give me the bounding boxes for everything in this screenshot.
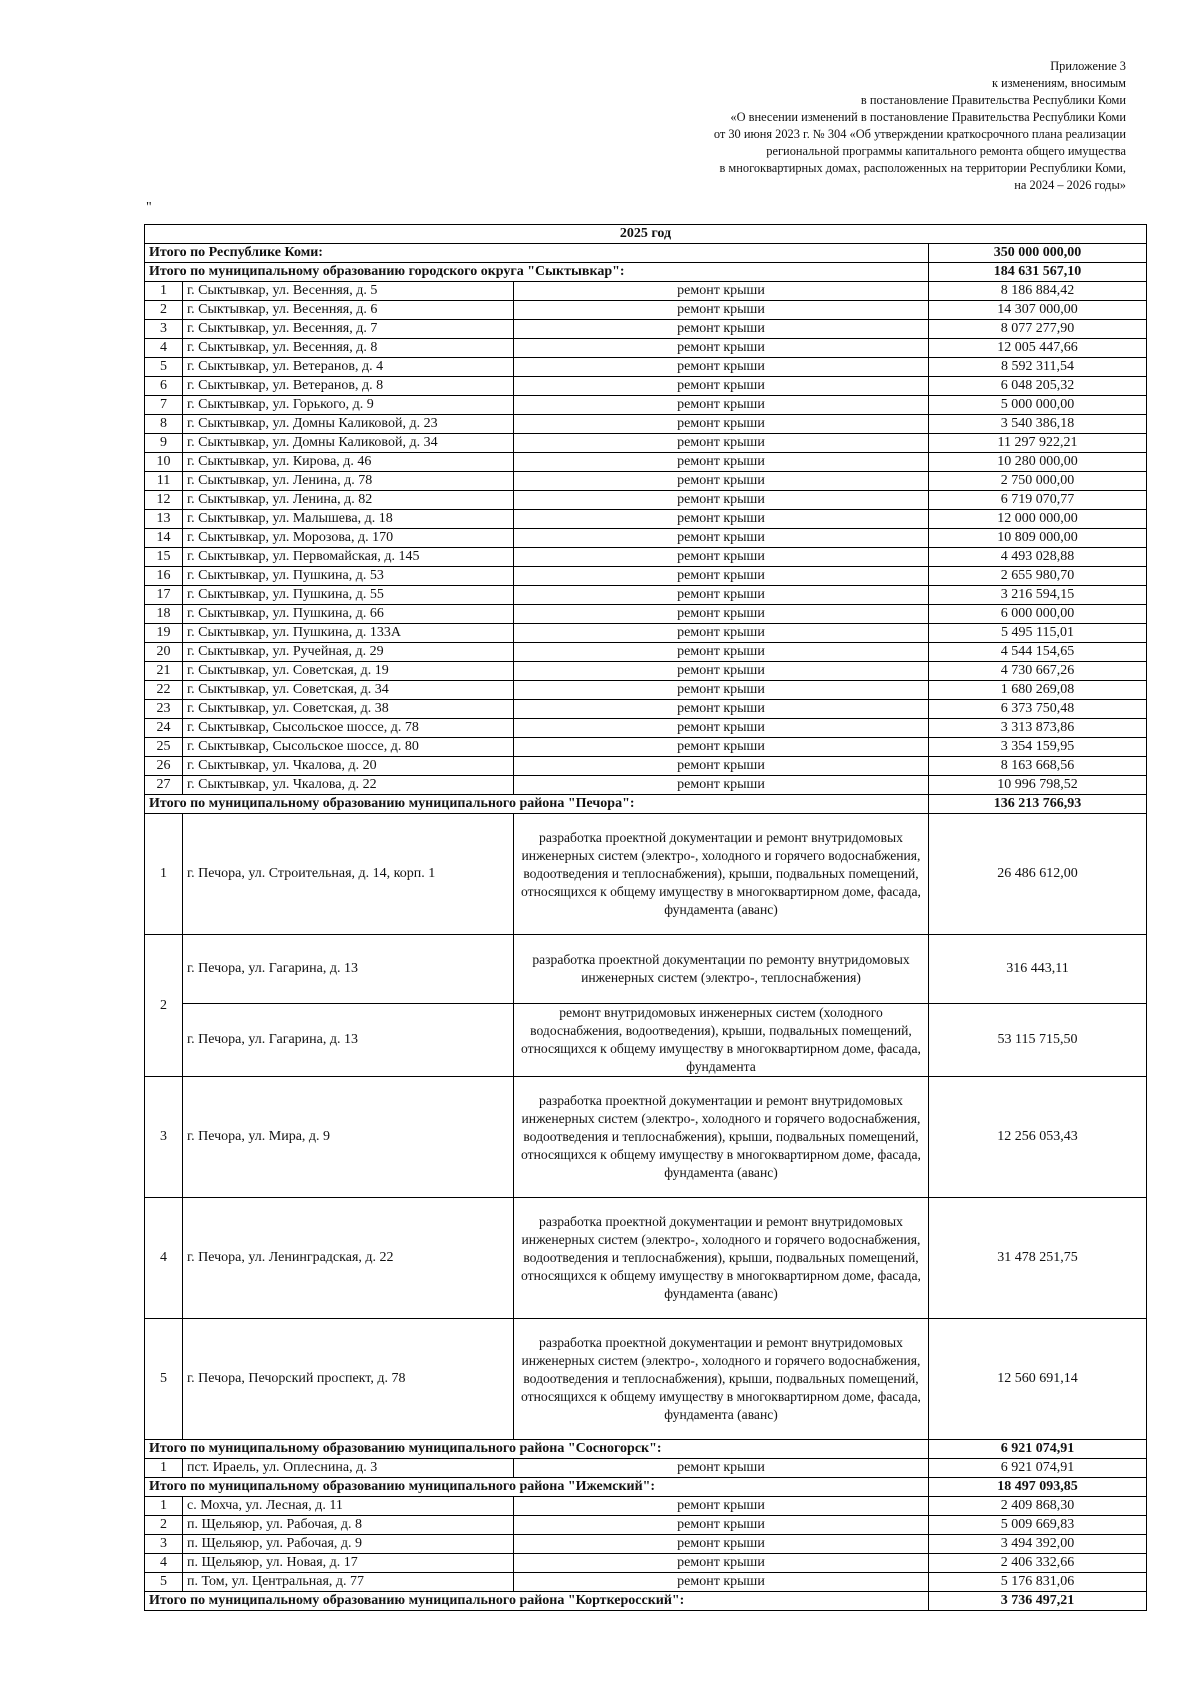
header-line: в многоквартирных домах, расположенных на территории Республики Коми, — [719, 161, 1126, 175]
row-address: г. Печора, ул. Ленинградская, д. 22 — [183, 1198, 514, 1319]
row-work-type: ремонт крыши — [514, 624, 929, 643]
row-work-type: ремонт крыши — [514, 776, 929, 795]
row-amount: 4 730 667,26 — [929, 662, 1147, 681]
year-cell: 2025 год — [145, 225, 1147, 244]
row-amount: 8 592 311,54 — [929, 358, 1147, 377]
row-amount: 6 921 074,91 — [929, 1459, 1147, 1478]
table-row — [145, 472, 1147, 491]
table-row — [145, 624, 1147, 643]
group-total-row — [145, 795, 1147, 814]
row-number: 4 — [145, 339, 183, 358]
row-address: г. Сыктывкар, ул. Первомайская, д. 145 — [183, 548, 514, 567]
group-total-row — [145, 1478, 1147, 1497]
row-number: 5 — [145, 1319, 183, 1440]
row-amount: 10 280 000,00 — [929, 453, 1147, 472]
table-row — [145, 776, 1147, 795]
row-work-type: ремонт крыши — [514, 681, 929, 700]
row-address: п. Щельяюр, ул. Новая, д. 17 — [183, 1554, 514, 1573]
row-address: г. Сыктывкар, ул. Ленина, д. 78 — [183, 472, 514, 491]
row-number: 20 — [145, 643, 183, 662]
table-row — [145, 757, 1147, 776]
row-amount: 2 409 868,30 — [929, 1497, 1147, 1516]
table-row — [145, 529, 1147, 548]
table-row — [145, 1077, 1147, 1198]
row-number: 2 — [145, 301, 183, 320]
row-address: г. Сыктывкар, ул. Горького, д. 9 — [183, 396, 514, 415]
row-amount: 316 443,11 — [929, 935, 1147, 1004]
row-number: 24 — [145, 719, 183, 738]
group-total-amount: 18 497 093,85 — [929, 1478, 1147, 1497]
row-address: г. Сыктывкар, ул. Ручейная, д. 29 — [183, 643, 514, 662]
row-number: 4 — [145, 1198, 183, 1319]
row-amount: 2 750 000,00 — [929, 472, 1147, 491]
row-number: 9 — [145, 434, 183, 453]
row-address: г. Сыктывкар, ул. Чкалова, д. 22 — [183, 776, 514, 795]
row-address: г. Сыктывкар, ул. Весенняя, д. 8 — [183, 339, 514, 358]
group-total-amount: 136 213 766,93 — [929, 795, 1147, 814]
row-number: 25 — [145, 738, 183, 757]
table-row — [145, 1554, 1147, 1573]
row-work-type: разработка проектной документации и ремонт внутридомовых инженерных систем (электро-, холодного и горячего водоснабжения, водоотведения и теплоснабжения), крыши, подвальных помещений, относящихся к общему имуществу в многоквартирном доме, фасада, фундамента (аванс) — [514, 1198, 929, 1319]
table-row — [145, 548, 1147, 567]
table-row — [145, 1516, 1147, 1535]
row-number: 14 — [145, 529, 183, 548]
row-address: г. Сыктывкар, ул. Домны Каликовой, д. 34 — [183, 434, 514, 453]
row-amount: 4 493 028,88 — [929, 548, 1147, 567]
table-row — [145, 1198, 1147, 1319]
row-work-type: ремонт крыши — [514, 738, 929, 757]
table-row — [145, 681, 1147, 700]
row-number: 15 — [145, 548, 183, 567]
row-amount: 26 486 612,00 — [929, 814, 1147, 935]
row-amount: 2 655 980,70 — [929, 567, 1147, 586]
row-number: 27 — [145, 776, 183, 795]
row-amount: 6 373 750,48 — [929, 700, 1147, 719]
row-work-type: ремонт крыши — [514, 586, 929, 605]
row-work-type: ремонт крыши — [514, 719, 929, 738]
table-row — [145, 935, 1147, 1004]
row-amount: 1 680 269,08 — [929, 681, 1147, 700]
row-number: 1 — [145, 1459, 183, 1478]
row-number: 5 — [145, 358, 183, 377]
row-amount: 3 313 873,86 — [929, 719, 1147, 738]
header-line: в постановление Правительства Республики Коми — [860, 93, 1126, 107]
row-address: пст. Ираель, ул. Оплеснина, д. 3 — [183, 1459, 514, 1478]
row-number: 17 — [145, 586, 183, 605]
row-address: г. Сыктывкар, Сысольское шоссе, д. 80 — [183, 738, 514, 757]
row-amount: 3 494 392,00 — [929, 1535, 1147, 1554]
group-total-amount: 6 921 074,91 — [929, 1440, 1147, 1459]
row-address: с. Мохча, ул. Лесная, д. 11 — [183, 1497, 514, 1516]
row-work-type: ремонт крыши — [514, 1554, 929, 1573]
row-number: 10 — [145, 453, 183, 472]
row-address: г. Сыктывкар, ул. Весенняя, д. 5 — [183, 282, 514, 301]
row-work-type: ремонт крыши — [514, 301, 929, 320]
group-total-row — [145, 1592, 1147, 1611]
table-body — [145, 225, 1147, 1611]
republic-total-amount: 350 000 000,00 — [929, 244, 1147, 263]
row-number: 6 — [145, 377, 183, 396]
table-row — [145, 339, 1147, 358]
row-number: 4 — [145, 1554, 183, 1573]
row-number: 3 — [145, 1077, 183, 1198]
row-amount: 10 996 798,52 — [929, 776, 1147, 795]
row-amount: 8 077 277,90 — [929, 320, 1147, 339]
group-total-label: Итого по муниципальному образованию муниципального района "Ижемский": — [145, 1478, 929, 1497]
row-amount: 3 216 594,15 — [929, 586, 1147, 605]
table-row — [145, 377, 1147, 396]
row-amount: 3 540 386,18 — [929, 415, 1147, 434]
row-address: г. Сыктывкар, ул. Малышева, д. 18 — [183, 510, 514, 529]
row-address: г. Сыктывкар, ул. Ленина, д. 82 — [183, 491, 514, 510]
row-number: 22 — [145, 681, 183, 700]
group-total-label: Итого по муниципальному образованию муниципального района "Печора": — [145, 795, 929, 814]
row-number: 2 — [145, 1516, 183, 1535]
table-row — [145, 1459, 1147, 1478]
row-amount: 6 000 000,00 — [929, 605, 1147, 624]
table-row — [145, 1497, 1147, 1516]
row-work-type: ремонт крыши — [514, 1497, 929, 1516]
row-amount: 6 048 205,32 — [929, 377, 1147, 396]
republic-total-label: Итого по Республике Коми: — [145, 244, 929, 263]
row-address: г. Сыктывкар, ул. Советская, д. 34 — [183, 681, 514, 700]
row-number: 1 — [145, 1497, 183, 1516]
group-total-label: Итого по муниципальному образованию муниципального района "Корткеросский": — [145, 1592, 929, 1611]
table-row — [145, 643, 1147, 662]
row-work-type: разработка проектной документации и ремонт внутридомовых инженерных систем (электро-, холодного и горячего водоснабжения, водоотведения и теплоснабжения), крыши, подвальных помещений, относящихся к общему имуществу в многоквартирном доме, фасада, фундамента (аванс) — [514, 814, 929, 935]
row-amount: 4 544 154,65 — [929, 643, 1147, 662]
row-address: г. Сыктывкар, ул. Чкалова, д. 20 — [183, 757, 514, 776]
table-row — [145, 662, 1147, 681]
header-line: региональной программы капитального ремонта общего имущества — [766, 144, 1126, 158]
row-amount: 8 186 884,42 — [929, 282, 1147, 301]
row-work-type: ремонт крыши — [514, 415, 929, 434]
table-row — [145, 700, 1147, 719]
row-address: г. Сыктывкар, ул. Весенняя, д. 6 — [183, 301, 514, 320]
table-row — [145, 510, 1147, 529]
table-row — [145, 282, 1147, 301]
row-work-type: разработка проектной документации и ремонт внутридомовых инженерных систем (электро-, холодного и горячего водоснабжения, водоотведения и теплоснабжения), крыши, подвальных помещений, относящихся к общему имуществу в многоквартирном доме, фасада, фундамента (аванс) — [514, 1319, 929, 1440]
row-address: п. Щельяюр, ул. Рабочая, д. 8 — [183, 1516, 514, 1535]
row-address: п. Щельяюр, ул. Рабочая, д. 9 — [183, 1535, 514, 1554]
row-address: г. Сыктывкар, ул. Весенняя, д. 7 — [183, 320, 514, 339]
row-address: г. Сыктывкар, ул. Пушкина, д. 133А — [183, 624, 514, 643]
header-line: к изменениям, вносимым — [991, 76, 1126, 90]
row-number: 7 — [145, 396, 183, 415]
row-work-type: ремонт крыши — [514, 643, 929, 662]
row-address: г. Сыктывкар, ул. Советская, д. 38 — [183, 700, 514, 719]
row-number: 8 — [145, 415, 183, 434]
table-row — [145, 358, 1147, 377]
row-amount: 53 115 715,50 — [929, 1004, 1147, 1077]
row-amount: 11 297 922,21 — [929, 434, 1147, 453]
table-row — [145, 1535, 1147, 1554]
table-row — [145, 396, 1147, 415]
row-work-type: ремонт крыши — [514, 434, 929, 453]
row-address: г. Печора, ул. Мира, д. 9 — [183, 1077, 514, 1198]
row-address: г. Сыктывкар, ул. Пушкина, д. 53 — [183, 567, 514, 586]
row-work-type: ремонт крыши — [514, 491, 929, 510]
header-line: Приложение 3 — [1050, 59, 1126, 73]
row-work-type: ремонт крыши — [514, 1516, 929, 1535]
row-work-type: ремонт крыши — [514, 339, 929, 358]
year-row — [145, 225, 1147, 244]
row-amount: 2 406 332,66 — [929, 1554, 1147, 1573]
group-total-amount: 3 736 497,21 — [929, 1592, 1147, 1611]
row-amount: 12 000 000,00 — [929, 510, 1147, 529]
row-number: 1 — [145, 814, 183, 935]
table-row — [145, 415, 1147, 434]
row-work-type: ремонт крыши — [514, 282, 929, 301]
row-address: г. Сыктывкар, ул. Морозова, д. 170 — [183, 529, 514, 548]
row-number: 19 — [145, 624, 183, 643]
table-row — [145, 320, 1147, 339]
group-total-amount: 184 631 567,10 — [929, 263, 1147, 282]
row-number: 18 — [145, 605, 183, 624]
row-address: г. Сыктывкар, ул. Ветеранов, д. 8 — [183, 377, 514, 396]
table-row — [145, 738, 1147, 757]
row-work-type: ремонт крыши — [514, 700, 929, 719]
row-address: г. Печора, ул. Строительная, д. 14, корп. 1 — [183, 814, 514, 935]
row-work-type: разработка проектной документации по ремонту внутридомовых инженерных систем (электро-, теплоснабжения) — [514, 935, 929, 1004]
row-work-type: ремонт крыши — [514, 320, 929, 339]
table-row — [145, 434, 1147, 453]
table-row — [145, 1004, 1147, 1077]
row-work-type: ремонт крыши — [514, 358, 929, 377]
row-number: 3 — [145, 320, 183, 339]
row-amount: 10 809 000,00 — [929, 529, 1147, 548]
republic-total-row — [145, 244, 1147, 263]
group-total-row — [145, 263, 1147, 282]
row-work-type: ремонт крыши — [514, 377, 929, 396]
row-amount: 3 354 159,95 — [929, 738, 1147, 757]
row-number: 13 — [145, 510, 183, 529]
row-amount: 5 000 000,00 — [929, 396, 1147, 415]
row-work-type: ремонт крыши — [514, 1573, 929, 1592]
row-number: 3 — [145, 1535, 183, 1554]
row-address: г. Печора, ул. Гагарина, д. 13 — [183, 935, 514, 1004]
row-number: 26 — [145, 757, 183, 776]
row-number: 16 — [145, 567, 183, 586]
row-amount: 12 005 447,66 — [929, 339, 1147, 358]
group-total-label: Итого по муниципальному образованию городского округа "Сыктывкар": — [145, 263, 929, 282]
row-amount: 5 176 831,06 — [929, 1573, 1147, 1592]
row-address: г. Сыктывкар, ул. Пушкина, д. 55 — [183, 586, 514, 605]
row-work-type: ремонт крыши — [514, 453, 929, 472]
table-row — [145, 586, 1147, 605]
row-amount: 6 719 070,77 — [929, 491, 1147, 510]
row-address: г. Печора, ул. Гагарина, д. 13 — [183, 1004, 514, 1077]
row-amount: 5 495 115,01 — [929, 624, 1147, 643]
row-amount: 14 307 000,00 — [929, 301, 1147, 320]
row-number: 23 — [145, 700, 183, 719]
row-work-type: ремонт крыши — [514, 605, 929, 624]
row-address: г. Сыктывкар, ул. Кирова, д. 46 — [183, 453, 514, 472]
row-address: г. Сыктывкар, ул. Советская, д. 19 — [183, 662, 514, 681]
row-number: 2 — [145, 935, 183, 1077]
group-total-label: Итого по муниципальному образованию муниципального района "Сосногорск": — [145, 1440, 929, 1459]
header-line: на 2024 – 2026 годы» — [1014, 178, 1126, 192]
row-work-type: ремонт внутридомовых инженерных систем (холодного водоснабжения, водоотведения), крыши, подвальных помещений, относящихся к общему имуществу в многоквартирном доме, фасада, фундамента — [514, 1004, 929, 1077]
header-line: от 30 июня 2023 г. № 304 «Об утверждении краткосрочного плана реализации — [713, 127, 1126, 141]
row-work-type: ремонт крыши — [514, 1535, 929, 1554]
row-address: г. Печора, Печорский проспект, д. 78 — [183, 1319, 514, 1440]
row-amount: 12 560 691,14 — [929, 1319, 1147, 1440]
row-amount: 8 163 668,56 — [929, 757, 1147, 776]
table-row — [145, 719, 1147, 738]
row-work-type: ремонт крыши — [514, 757, 929, 776]
document-header — [426, 58, 1126, 194]
row-work-type: ремонт крыши — [514, 567, 929, 586]
row-work-type: ремонт крыши — [514, 396, 929, 415]
row-number: 1 — [145, 282, 183, 301]
table-row — [145, 1573, 1147, 1592]
table-row — [145, 814, 1147, 935]
row-work-type: ремонт крыши — [514, 472, 929, 491]
row-work-type: ремонт крыши — [514, 662, 929, 681]
group-total-row — [145, 1440, 1147, 1459]
row-amount: 31 478 251,75 — [929, 1198, 1147, 1319]
repair-plan-table — [144, 224, 1147, 1611]
header-line: «О внесении изменений в постановление Правительства Республики Коми — [730, 110, 1126, 124]
row-work-type: ремонт крыши — [514, 548, 929, 567]
row-number: 11 — [145, 472, 183, 491]
table-row — [145, 605, 1147, 624]
table-row — [145, 453, 1147, 472]
row-amount: 12 256 053,43 — [929, 1077, 1147, 1198]
row-number: 5 — [145, 1573, 183, 1592]
row-work-type: ремонт крыши — [514, 510, 929, 529]
row-number: 12 — [145, 491, 183, 510]
table-row — [145, 567, 1147, 586]
row-address: г. Сыктывкар, ул. Ветеранов, д. 4 — [183, 358, 514, 377]
row-work-type: ремонт крыши — [514, 1459, 929, 1478]
row-address: г. Сыктывкар, ул. Пушкина, д. 66 — [183, 605, 514, 624]
row-address: п. Том, ул. Центральная, д. 77 — [183, 1573, 514, 1592]
row-address: г. Сыктывкар, ул. Домны Каликовой, д. 23 — [183, 415, 514, 434]
row-work-type: ремонт крыши — [514, 529, 929, 548]
table-row — [145, 1319, 1147, 1440]
table-row — [145, 491, 1147, 510]
row-amount: 5 009 669,83 — [929, 1516, 1147, 1535]
row-work-type: разработка проектной документации и ремонт внутридомовых инженерных систем (электро-, холодного и горячего водоснабжения, водоотведения и теплоснабжения), крыши, подвальных помещений, относящихся к общему имуществу в многоквартирном доме, фасада, фундамента (аванс) — [514, 1077, 929, 1198]
row-address: г. Сыктывкар, Сысольское шоссе, д. 78 — [183, 719, 514, 738]
opening-quote-mark: " — [146, 200, 152, 215]
table-row — [145, 301, 1147, 320]
row-number: 21 — [145, 662, 183, 681]
